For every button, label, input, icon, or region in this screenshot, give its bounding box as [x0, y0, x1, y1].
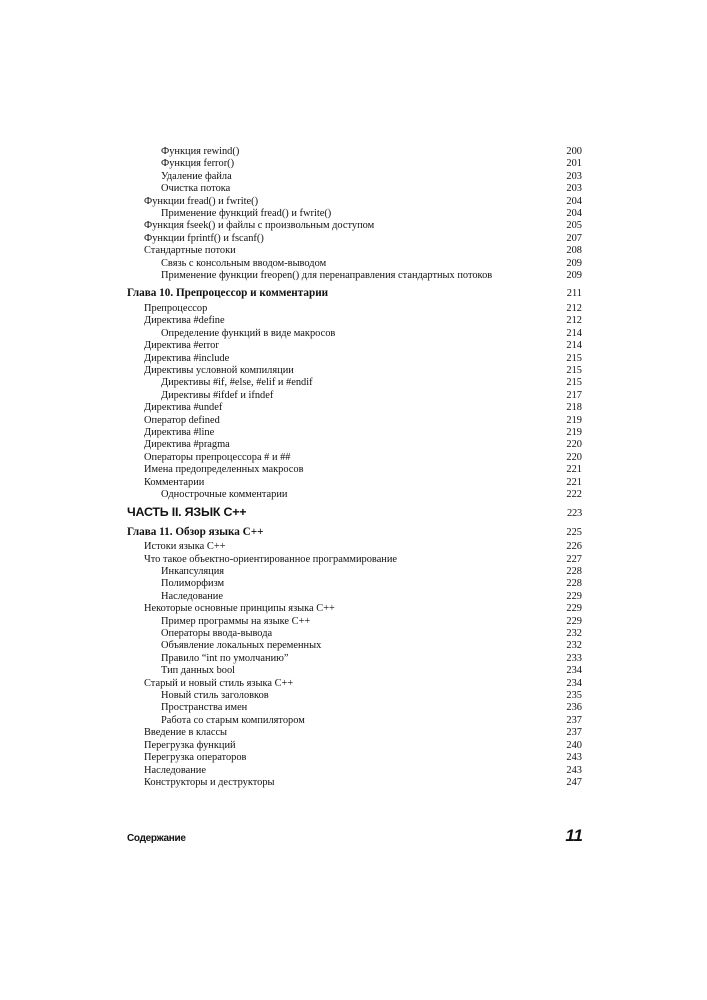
toc-entry-title: Наследование: [144, 764, 206, 776]
toc-entry: [127, 220, 583, 232]
toc-entry-title: Препроцессор: [144, 302, 208, 314]
toc-entry: [127, 402, 583, 414]
toc-entry: [127, 603, 583, 615]
toc-entry: [127, 665, 583, 677]
toc-entry-title: Введение в классы: [144, 727, 228, 739]
toc-entry: [127, 489, 583, 501]
toc-entry-title: Конструкторы и деструкторы: [144, 776, 275, 788]
toc-entry-page-number: 226: [566, 541, 582, 553]
page-footer: [127, 826, 583, 846]
toc-entry: [127, 653, 583, 665]
toc-entry: [127, 328, 583, 340]
toc-entry-title: Старый и новый стиль языка C++: [144, 677, 294, 689]
toc-entry-title: Стандартные потоки: [144, 245, 236, 257]
table-of-contents: [127, 146, 583, 789]
toc-entry: [127, 270, 583, 282]
toc-entry-page-number: 240: [566, 739, 582, 751]
toc-entry: [127, 554, 583, 566]
toc-entry-page-number: 243: [566, 764, 582, 776]
toc-entry: [127, 702, 583, 714]
toc-entry-title: Применение функций fread() и fwrite(): [161, 208, 332, 220]
footer-page-number: 11: [565, 826, 583, 845]
toc-entry-title: Пространства имен: [161, 702, 248, 714]
toc-entry-page-number: 201: [566, 158, 582, 170]
toc-entry-title: Директива #line: [144, 426, 215, 438]
toc-entry: [127, 390, 583, 402]
toc-entry-page-number: 232: [566, 628, 582, 640]
toc-entry-page-number: 212: [566, 315, 582, 327]
toc-entry-page-number: 229: [566, 590, 582, 602]
toc-entry: [127, 315, 583, 327]
toc-entry: [127, 752, 583, 764]
toc-entry: [127, 678, 583, 690]
toc-entry: [127, 541, 583, 553]
toc-entry-page-number: 232: [566, 640, 582, 652]
toc-entry-title: Что такое объектно-ориентированное программирование: [144, 553, 398, 565]
toc-entry-page-number: 225: [566, 526, 582, 538]
toc-entry-title: Связь с консольным вводом-выводом: [161, 257, 327, 269]
toc-entry: [127, 258, 583, 270]
toc-entry: [127, 415, 583, 427]
toc-entry: [127, 196, 583, 208]
toc-entry: [127, 628, 583, 640]
toc-entry: [127, 616, 583, 628]
toc-entry-page-number: 235: [566, 690, 582, 702]
toc-entry-title: Перегрузка операторов: [144, 752, 247, 764]
toc-entry: [127, 427, 583, 439]
toc-entry: [127, 477, 583, 489]
toc-entry-title: Инкапсуляция: [161, 566, 225, 577]
footer-section-title: Содержание: [127, 833, 186, 844]
toc-entry-title: Полиморфизм: [161, 578, 225, 590]
toc-entry: [127, 566, 583, 578]
toc-entry-title: Имена предопределенных макросов: [144, 464, 304, 476]
toc-entry-title: Директива #error: [144, 340, 219, 352]
toc-entry-page-number: 217: [566, 389, 582, 401]
toc-entry-page-number: 220: [566, 439, 582, 451]
toc-entry: [127, 158, 583, 170]
toc-entry-page-number: 214: [566, 327, 582, 339]
toc-entry: [127, 439, 583, 451]
toc-entry-page-number: 234: [566, 665, 582, 677]
toc-entry-title: Очистка потока: [161, 183, 231, 195]
toc-entry-title: Объявление локальных переменных: [161, 640, 322, 652]
toc-entry: [127, 146, 583, 158]
toc-entry-title: Некоторые основные принципы языка C++: [144, 603, 335, 615]
toc-entry-title: Функции fread() и fwrite(): [144, 195, 259, 207]
toc-entry-title: Операторы ввода-вывода: [161, 628, 273, 640]
toc-entry-page-number: 219: [566, 414, 582, 426]
toc-chapter-heading: [127, 526, 583, 539]
toc-entry-title: Оператор defined: [144, 414, 220, 426]
toc-entry: [127, 377, 583, 389]
toc-entry-page-number: 221: [566, 464, 582, 476]
toc-entry-title: Директивы #if, #else, #elif и #endif: [161, 377, 313, 389]
toc-entry-page-number: 209: [566, 257, 582, 269]
toc-entry-page-number: 209: [566, 270, 582, 282]
toc-entry-title: Директивы #ifdef и ifndef: [161, 389, 274, 401]
toc-entry-title: Комментарии: [144, 476, 205, 488]
toc-entry: [127, 365, 583, 377]
toc-entry-page-number: 203: [566, 170, 582, 182]
toc-entry-title: Глава 10. Препроцессор и комментарии: [127, 287, 329, 300]
toc-entry: [127, 464, 583, 476]
toc-entry-title: Директива #include: [144, 352, 230, 364]
toc-entry-title: Истоки языка C++: [144, 541, 226, 553]
toc-entry-page-number: 215: [566, 364, 582, 376]
toc-entry-title: Работа со старым компилятором: [161, 714, 305, 726]
toc-entry-page-number: 215: [566, 352, 582, 364]
toc-entry-page-number: 203: [566, 183, 582, 195]
toc-entry-page-number: 214: [566, 340, 582, 352]
toc-entry: [127, 340, 583, 352]
toc-entry-page-number: 228: [566, 578, 582, 590]
toc-entry-title: Удаление файла: [161, 170, 232, 182]
toc-entry: [127, 640, 583, 652]
toc-entry-title: Однострочные комментарии: [161, 488, 288, 500]
toc-entry-page-number: 236: [566, 702, 582, 714]
toc-entry-page-number: 218: [566, 402, 582, 414]
toc-entry-title: Функции fprintf() и fscanf(): [144, 232, 264, 244]
toc-entry-page-number: 220: [566, 451, 582, 463]
toc-entry-title: Глава 11. Обзор языка C++: [127, 525, 264, 538]
toc-entry-title: Функция rewind(): [161, 146, 240, 157]
toc-entry-page-number: 215: [566, 377, 582, 389]
toc-entry-page-number: 233: [566, 652, 582, 664]
toc-entry-page-number: 234: [566, 677, 582, 689]
toc-entry: [127, 452, 583, 464]
toc-entry-page-number: 212: [566, 302, 582, 314]
toc-entry-title: Определение функций в виде макросов: [161, 327, 336, 339]
toc-entry-title: Функция fseek() и файлы с произвольным доступом: [144, 220, 375, 232]
toc-entry-title: Пример программы на языке C++: [161, 615, 311, 627]
toc-entry-title: ЧАСТЬ II. ЯЗЫК C++: [127, 505, 247, 520]
toc-entry: [127, 303, 583, 315]
toc-entry: [127, 740, 583, 752]
toc-entry: [127, 208, 583, 220]
toc-entry-page-number: 208: [566, 245, 582, 257]
toc-entry-page-number: 228: [566, 566, 582, 577]
toc-entry-page-number: 229: [566, 603, 582, 615]
toc-entry-title: Тип данных bool: [161, 665, 236, 677]
toc-entry-title: Директива #define: [144, 315, 225, 327]
toc-entry-title: Наследование: [161, 590, 223, 602]
toc-entry-title: Директива #pragma: [144, 439, 230, 451]
toc-entry: [127, 690, 583, 702]
toc-entry-page-number: 223: [567, 508, 582, 520]
toc-entry-title: Перегрузка функций: [144, 739, 236, 751]
toc-entry-page-number: 204: [566, 195, 582, 207]
toc-entry: [127, 727, 583, 739]
toc-entry: [127, 183, 583, 195]
toc-entry: [127, 171, 583, 183]
toc-part-heading: [127, 506, 583, 520]
toc-entry-page-number: 222: [566, 488, 582, 500]
toc-entry: [127, 578, 583, 590]
toc-entry: [127, 715, 583, 727]
toc-entry-page-number: 221: [566, 476, 582, 488]
toc-entry-title: Новый стиль заголовков: [161, 690, 269, 702]
toc-entry-title: Правило “int по умолчанию”: [161, 652, 289, 664]
toc-entry-page-number: 247: [566, 776, 582, 788]
toc-entry-page-number: 229: [566, 615, 582, 627]
toc-entry-page-number: 243: [566, 752, 582, 764]
toc-entry: [127, 353, 583, 365]
toc-entry-page-number: 207: [566, 232, 582, 244]
toc-entry-page-number: 205: [566, 220, 582, 232]
toc-entry-title: Директива #undef: [144, 402, 223, 414]
toc-entry: [127, 245, 583, 257]
toc-entry: [127, 233, 583, 245]
toc-chapter-heading: [127, 287, 583, 300]
toc-entry-page-number: 237: [566, 714, 582, 726]
toc-entry-page-number: 237: [566, 727, 582, 739]
toc-entry-page-number: 227: [566, 553, 582, 565]
toc-entry-page-number: 211: [566, 288, 582, 300]
toc-entry-title: Функция ferror(): [161, 158, 235, 170]
toc-entry-title: Операторы препроцессора # и ##: [144, 451, 291, 463]
toc-entry: [127, 777, 583, 789]
toc-entry-page-number: 219: [566, 426, 582, 438]
toc-entry-title: Применение функции freopen() для перенаправления стандартных потоков: [161, 270, 493, 282]
toc-entry-page-number: 200: [566, 146, 582, 157]
toc-entry-title: Директивы условной компиляции: [144, 364, 294, 376]
toc-entry: [127, 591, 583, 603]
toc-entry-page-number: 204: [566, 208, 582, 220]
toc-entry: [127, 765, 583, 777]
